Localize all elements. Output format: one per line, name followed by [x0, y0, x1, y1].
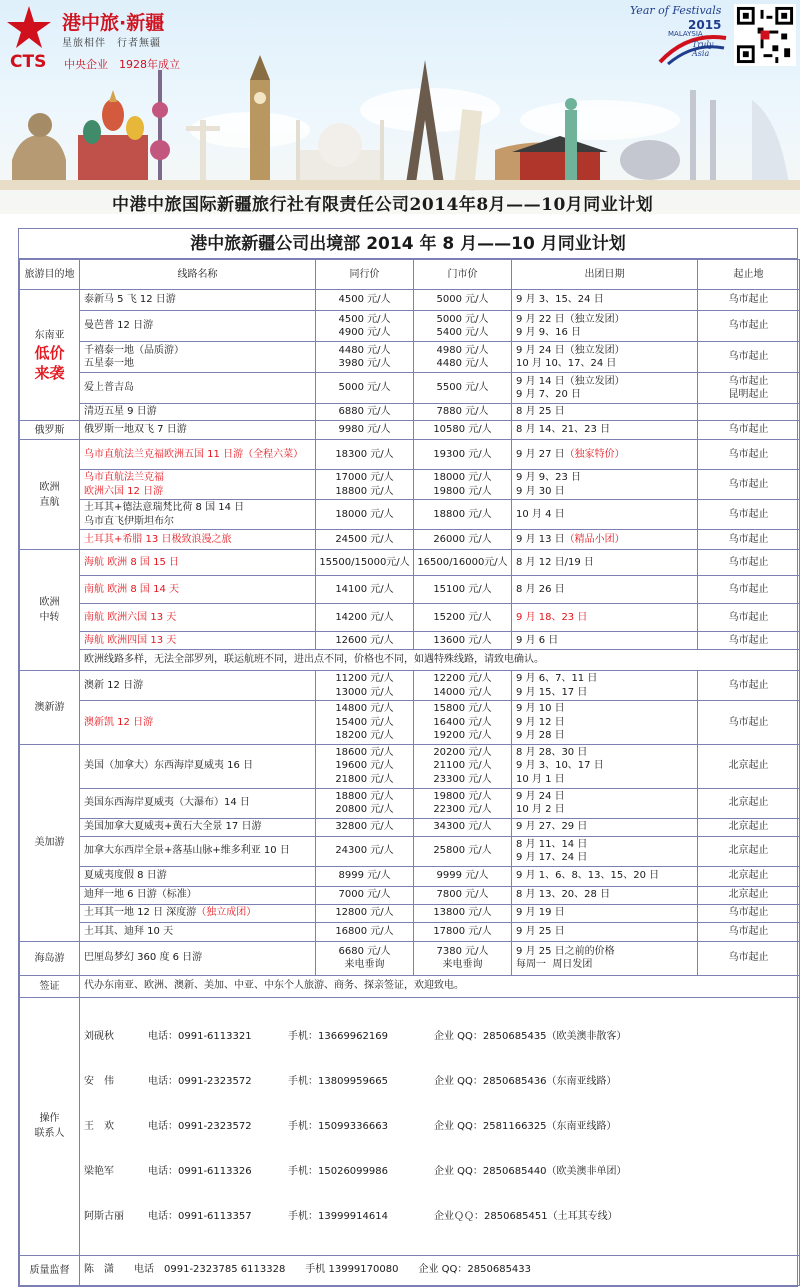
contact-mobile: 手机：15026099986 [288, 1165, 388, 1177]
contact-name: 梁艳军 [84, 1165, 114, 1177]
contact-mobile: 手机：13999914614 [288, 1210, 388, 1222]
peer-price: 5000 元/人 [316, 373, 414, 404]
date-text: 9 月 13 日 [516, 533, 565, 545]
table-row [20, 421, 800, 440]
origin: 乌市起止 [698, 440, 800, 470]
origin [698, 404, 800, 421]
promo-label: 来袭 [34, 363, 65, 382]
route-name: 迪拜一地 6 日游（标准） [80, 886, 316, 904]
route-name: 海航 欧洲四国 13 天 [80, 632, 316, 650]
departure-dates: 9 月 3、15、24 日 [512, 290, 698, 311]
table-row [20, 836, 800, 866]
origin: 乌市起止 [698, 500, 800, 530]
table-row [20, 373, 800, 404]
route-name: 土耳其、迪拜 10 天 [80, 922, 316, 941]
origin: 乌市起止 [698, 671, 800, 701]
departure-dates: 9 月 24 日（独立发团） 10 月 10、17、24 日 [512, 342, 698, 373]
retail-price: 9999 元/人 [414, 866, 512, 886]
table-row [20, 1255, 800, 1285]
table-row [20, 530, 800, 550]
contact-name: 王 欢 [84, 1120, 114, 1132]
departure-dates: 10 月 4 日 [512, 500, 698, 530]
route-name: 海航 欧洲 8 国 15 日 [80, 550, 316, 576]
departure-dates: 8 月 28、30 日 9 月 3、10、17 日 10 月 1 日 [512, 744, 698, 788]
origin: 乌市起止 [698, 632, 800, 650]
departure-dates: 8 月 12 日/19 日 [512, 550, 698, 576]
retail-price: 5000 元/人 5400 元/人 [414, 311, 512, 342]
peer-price: 12600 元/人 [316, 632, 414, 650]
festival-year: 2015 [688, 18, 722, 32]
table-row [20, 632, 800, 650]
table-row [20, 500, 800, 530]
route-name: 泰新马 5 飞 12 日游 [80, 290, 316, 311]
peer-price: 6680 元/人 来电垂询 [316, 941, 414, 975]
route-text: 土耳其一地 12 日 深度游 [84, 907, 197, 919]
retail-price: 15800 元/人 16400 元/人 19200 元/人 [414, 701, 512, 745]
region-label: 操作 [39, 1113, 60, 1124]
departure-dates: 9 月 1、6、8、13、15、20 日 [512, 866, 698, 886]
region-europe-direct [20, 440, 80, 550]
route-name: 土耳其+希腊 13 日极致浪漫之旅 [80, 530, 316, 550]
retail-price: 7880 元/人 [414, 404, 512, 421]
departure-dates: 9 月 27、29 日 [512, 818, 698, 836]
route-name: 南航 欧洲 8 国 14 天 [80, 576, 316, 604]
retail-price: 18000 元/人 19800 元/人 [414, 470, 512, 500]
route-name: 美国（加拿大）东西海岸夏威夷 16 日 [80, 744, 316, 788]
peer-price: 7000 元/人 [316, 886, 414, 904]
departure-dates: 9 月 9、23 日 9 月 30 日 [512, 470, 698, 500]
header-route: 线路名称 [80, 260, 316, 290]
retail-price: 19300 元/人 [414, 440, 512, 470]
peer-price: 18800 元/人 20800 元/人 [316, 788, 414, 818]
contact-row [84, 1119, 796, 1134]
table-row [20, 788, 800, 818]
cts-logo [6, 4, 206, 76]
route-name: 澳新 12 日游 [80, 671, 316, 701]
table-row [20, 290, 800, 311]
route-name: 南航 欧洲六国 13 天 [80, 604, 316, 632]
table-row [20, 886, 800, 904]
retail-price: 12200 元/人 14000 元/人 [414, 671, 512, 701]
route-name: 澳新凯 12 日游 [80, 701, 316, 745]
region-operations-contacts [20, 997, 80, 1255]
contact-tel: 电话：0991-2323572 [148, 1075, 252, 1087]
retail-price: 34300 元/人 [414, 818, 512, 836]
route-name: 乌市直航法兰克福欧洲五国 11 日游（全程六菜） [80, 440, 316, 470]
visa-text: 代办东南亚、欧洲、澳新、美加、中亚、中东个人旅游、商务、探亲签证，欢迎致电。 [80, 975, 800, 997]
retail-price: 13600 元/人 [414, 632, 512, 650]
contact-name: 安 伟 [84, 1075, 114, 1087]
contact-qq: 企业 QQ：2581166325（东南亚线路） [434, 1120, 617, 1132]
route-name [80, 904, 316, 922]
contact-qq: 企业 QQ：2850685436（东南亚线路） [434, 1075, 617, 1087]
peer-price: 18600 元/人 19600 元/人 21800 元/人 [316, 744, 414, 788]
peer-price: 4480 元/人 3980 元/人 [316, 342, 414, 373]
date-text: 9 月 27 日 [516, 448, 565, 460]
header-peer-price: 同行价 [316, 260, 414, 290]
origin: 乌市起止 [698, 530, 800, 550]
contacts-list [80, 997, 800, 1255]
qr-code-icon [734, 4, 796, 66]
contact-qq: 企业ＱＱ：2850685451（土耳其专线） [434, 1210, 618, 1222]
peer-price: 15500/15000元/人 [316, 550, 414, 576]
region-southeast-asia [20, 290, 80, 421]
retail-price: 25800 元/人 [414, 836, 512, 866]
table-row [20, 904, 800, 922]
peer-price: 18000 元/人 [316, 500, 414, 530]
retail-price: 19800 元/人 22300 元/人 [414, 788, 512, 818]
contact-mobile: 手机：13809959665 [288, 1075, 388, 1087]
region-label: 欧洲 [39, 597, 60, 608]
header-origin: 起止地 [698, 260, 800, 290]
contact-tel: 电话：0991-6113357 [148, 1210, 252, 1222]
contact-row [84, 1074, 796, 1089]
contact-row [84, 1164, 796, 1179]
origin: 乌市起止 昆明起止 [698, 373, 800, 404]
retail-price: 5500 元/人 [414, 373, 512, 404]
malaysia-festival-logo [628, 2, 732, 68]
origin: 乌市起止 [698, 604, 800, 632]
peer-price: 9980 元/人 [316, 421, 414, 440]
origin: 北京起止 [698, 886, 800, 904]
schedule-sheet [18, 228, 798, 1287]
departure-dates [512, 530, 698, 550]
route-name: 爱上普吉岛 [80, 373, 316, 404]
origin: 乌市起止 [698, 311, 800, 342]
table-row [20, 576, 800, 604]
region-label: 中转 [39, 612, 60, 623]
region-label: 联系人 [34, 1128, 65, 1139]
origin: 乌市起止 [698, 904, 800, 922]
region-label: 直航 [39, 496, 60, 508]
departure-dates: 9 月 25 日之前的价格 每周一 周日发团 [512, 941, 698, 975]
route-name: 曼芭普 12 日游 [80, 311, 316, 342]
origin: 北京起止 [698, 836, 800, 866]
departure-dates: 9 月 19 日 [512, 904, 698, 922]
table-row [20, 470, 800, 500]
departure-dates: 9 月 24 日 10 月 2 日 [512, 788, 698, 818]
header-destination: 旅游目的地 [20, 260, 80, 290]
contact-name: 阿斯古丽 [84, 1210, 124, 1222]
retail-price: 10580 元/人 [414, 421, 512, 440]
contact-qq: 企业 QQ：2850685440（欧美澳非单团） [434, 1165, 627, 1177]
table-row [20, 701, 800, 745]
festival-tagline: Truly Asia [692, 40, 714, 58]
departure-dates: 9 月 22 日（独立发团） 9 月 9、16 日 [512, 311, 698, 342]
header-banner [0, 0, 800, 214]
peer-price: 32800 元/人 [316, 818, 414, 836]
region-visa: 签证 [20, 975, 80, 997]
banner-title: 中港中旅国际新疆旅行社有限责任公司2014年8月——10月同业计划 [112, 195, 654, 215]
region-label: 东南亚 [34, 329, 65, 341]
route-name: 俄罗斯一地双飞 7 日游 [80, 421, 316, 440]
retail-price: 20200 元/人 21100 元/人 23300 元/人 [414, 744, 512, 788]
contact-name: 刘砚秋 [84, 1030, 114, 1042]
table-row [20, 671, 800, 701]
origin: 北京起止 [698, 744, 800, 788]
route-note: （独立成团） [196, 907, 257, 919]
festival-title: Year of Festivals [630, 4, 722, 17]
logo-subtitle: 中央企业 1928年成立 [64, 58, 180, 71]
table-row [20, 744, 800, 788]
table-row [20, 922, 800, 941]
peer-price: 16800 元/人 [316, 922, 414, 941]
origin: 乌市起止 [698, 941, 800, 975]
table-row [20, 866, 800, 886]
retail-price: 7380 元/人 来电垂询 [414, 941, 512, 975]
retail-price: 4980 元/人 4480 元/人 [414, 342, 512, 373]
departure-dates: 8 月 13、20、28 日 [512, 886, 698, 904]
table-row [20, 975, 800, 997]
departure-dates: 8 月 11、14 日 9 月 17、24 日 [512, 836, 698, 866]
route-name: 千禧泰一地（品质游） 五星泰一地 [80, 342, 316, 373]
departure-dates: 9 月 25 日 [512, 922, 698, 941]
departure-dates: 9 月 6、7、11 日 9 月 15、17 日 [512, 671, 698, 701]
region-quality-supervision: 质量监督 [20, 1255, 80, 1285]
logo-cts-text: CTS [10, 52, 47, 72]
retail-price: 5000 元/人 [414, 290, 512, 311]
region-australia-nz: 澳新游 [20, 671, 80, 745]
table-row [20, 550, 800, 576]
peer-price: 24300 元/人 [316, 836, 414, 866]
qc-contact: 陈 潇 电话 0991-2323785 6113328 手机 13999170080 企业 QQ：2850685433 [80, 1255, 800, 1285]
table-row [20, 440, 800, 470]
tour-schedule-table [19, 259, 800, 1286]
region-usa-canada: 美加游 [20, 744, 80, 941]
route-name: 美国加拿大夏威夷+黄石大全景 17 日游 [80, 818, 316, 836]
route-name: 夏威夷度假 8 日游 [80, 866, 316, 886]
route-name: 巴厘岛梦幻 360 度 6 日游 [80, 941, 316, 975]
table-row [20, 604, 800, 632]
table-row [20, 311, 800, 342]
route-name: 美国东西海岸夏威夷（大瀑布）14 日 [80, 788, 316, 818]
peer-price: 4500 元/人 [316, 290, 414, 311]
date-note: （精品小团） [564, 533, 625, 545]
retail-price: 16500/16000元/人 [414, 550, 512, 576]
departure-dates: 9 月 10 日 9 月 12 日 9 月 28 日 [512, 701, 698, 745]
origin: 北京起止 [698, 788, 800, 818]
europe-note: 欧洲线路多样，无法全部罗列，联运航班不同，进出点不同，价格也不同，如遇特殊线路，请致电确认。 [80, 650, 800, 671]
table-row [20, 650, 800, 671]
route-name: 土耳其+德法意瑞梵比荷 8 国 14 日 乌市直飞伊斯坦布尔 [80, 500, 316, 530]
retail-price: 15200 元/人 [414, 604, 512, 632]
contact-tel: 电话：0991-2323572 [148, 1120, 252, 1132]
peer-price: 18300 元/人 [316, 440, 414, 470]
origin: 乌市起止 [698, 922, 800, 941]
retail-price: 7800 元/人 [414, 886, 512, 904]
origin: 乌市起止 [698, 421, 800, 440]
peer-price: 17000 元/人 18800 元/人 [316, 470, 414, 500]
peer-price: 11200 元/人 13000 元/人 [316, 671, 414, 701]
festival-country: MALAYSIA [668, 30, 703, 38]
departure-dates: 8 月 25 日 [512, 404, 698, 421]
origin: 乌市起止 [698, 470, 800, 500]
peer-price: 4500 元/人 4900 元/人 [316, 311, 414, 342]
logo-brand-name: 港中旅·新疆 [62, 12, 165, 34]
retail-price: 26000 元/人 [414, 530, 512, 550]
promo-label: 低价 [34, 343, 65, 362]
retail-price: 15100 元/人 [414, 576, 512, 604]
contact-tel: 电话：0991-6113321 [148, 1030, 252, 1042]
departure-dates: 8 月 26 日 [512, 576, 698, 604]
origin: 乌市起止 [698, 576, 800, 604]
route-name: 清迈五星 9 日游 [80, 404, 316, 421]
region-europe-transfer [20, 550, 80, 671]
table-row [20, 818, 800, 836]
departure-dates: 8 月 14、21、23 日 [512, 421, 698, 440]
header-departure-dates: 出团日期 [512, 260, 698, 290]
region-russia: 俄罗斯 [20, 421, 80, 440]
logo-slogan: 星旅相伴 行者無疆 [62, 38, 161, 49]
peer-price: 12800 元/人 [316, 904, 414, 922]
retail-price: 17800 元/人 [414, 922, 512, 941]
peer-price: 24500 元/人 [316, 530, 414, 550]
origin: 北京起止 [698, 818, 800, 836]
route-name: 乌市直航法兰克福 欧洲六国 12 日游 [80, 470, 316, 500]
table-row [20, 941, 800, 975]
sheet-title: 港中旅新疆公司出境部 2014 年 8 月——10 月同业计划 [19, 229, 797, 259]
contact-tel: 电话：0991-6113326 [148, 1165, 252, 1177]
departure-dates [512, 440, 698, 470]
peer-price: 6880 元/人 [316, 404, 414, 421]
peer-price: 14100 元/人 [316, 576, 414, 604]
region-island: 海岛游 [20, 941, 80, 975]
contact-qq: 企业 QQ：2850685435（欧美澳非散客） [434, 1030, 627, 1042]
peer-price: 14800 元/人 15400 元/人 18200 元/人 [316, 701, 414, 745]
origin: 乌市起止 [698, 342, 800, 373]
contact-mobile: 手机：13669962169 [288, 1030, 388, 1042]
contact-row [84, 1029, 796, 1044]
date-note: （独家特价） [564, 448, 625, 460]
table-row [20, 997, 800, 1255]
table-row [20, 342, 800, 373]
header-retail-price: 门市价 [414, 260, 512, 290]
contact-row [84, 1209, 796, 1224]
origin: 乌市起止 [698, 701, 800, 745]
origin: 乌市起止 [698, 290, 800, 311]
departure-dates: 9 月 18、23 日 [512, 604, 698, 632]
table-row [20, 404, 800, 421]
retail-price: 18800 元/人 [414, 500, 512, 530]
route-name: 加拿大东西岸全景+落基山脉+维多利亚 10 日 [80, 836, 316, 866]
retail-price: 13800 元/人 [414, 904, 512, 922]
region-label: 欧洲 [39, 481, 60, 493]
peer-price: 14200 元/人 [316, 604, 414, 632]
departure-dates: 9 月 14 日（独立发团） 9 月 7、20 日 [512, 373, 698, 404]
contact-mobile: 手机：15099336663 [288, 1120, 388, 1132]
origin: 北京起止 [698, 866, 800, 886]
peer-price: 8999 元/人 [316, 866, 414, 886]
table-header-row [20, 260, 800, 290]
departure-dates: 9 月 6 日 [512, 632, 698, 650]
origin: 乌市起止 [698, 550, 800, 576]
